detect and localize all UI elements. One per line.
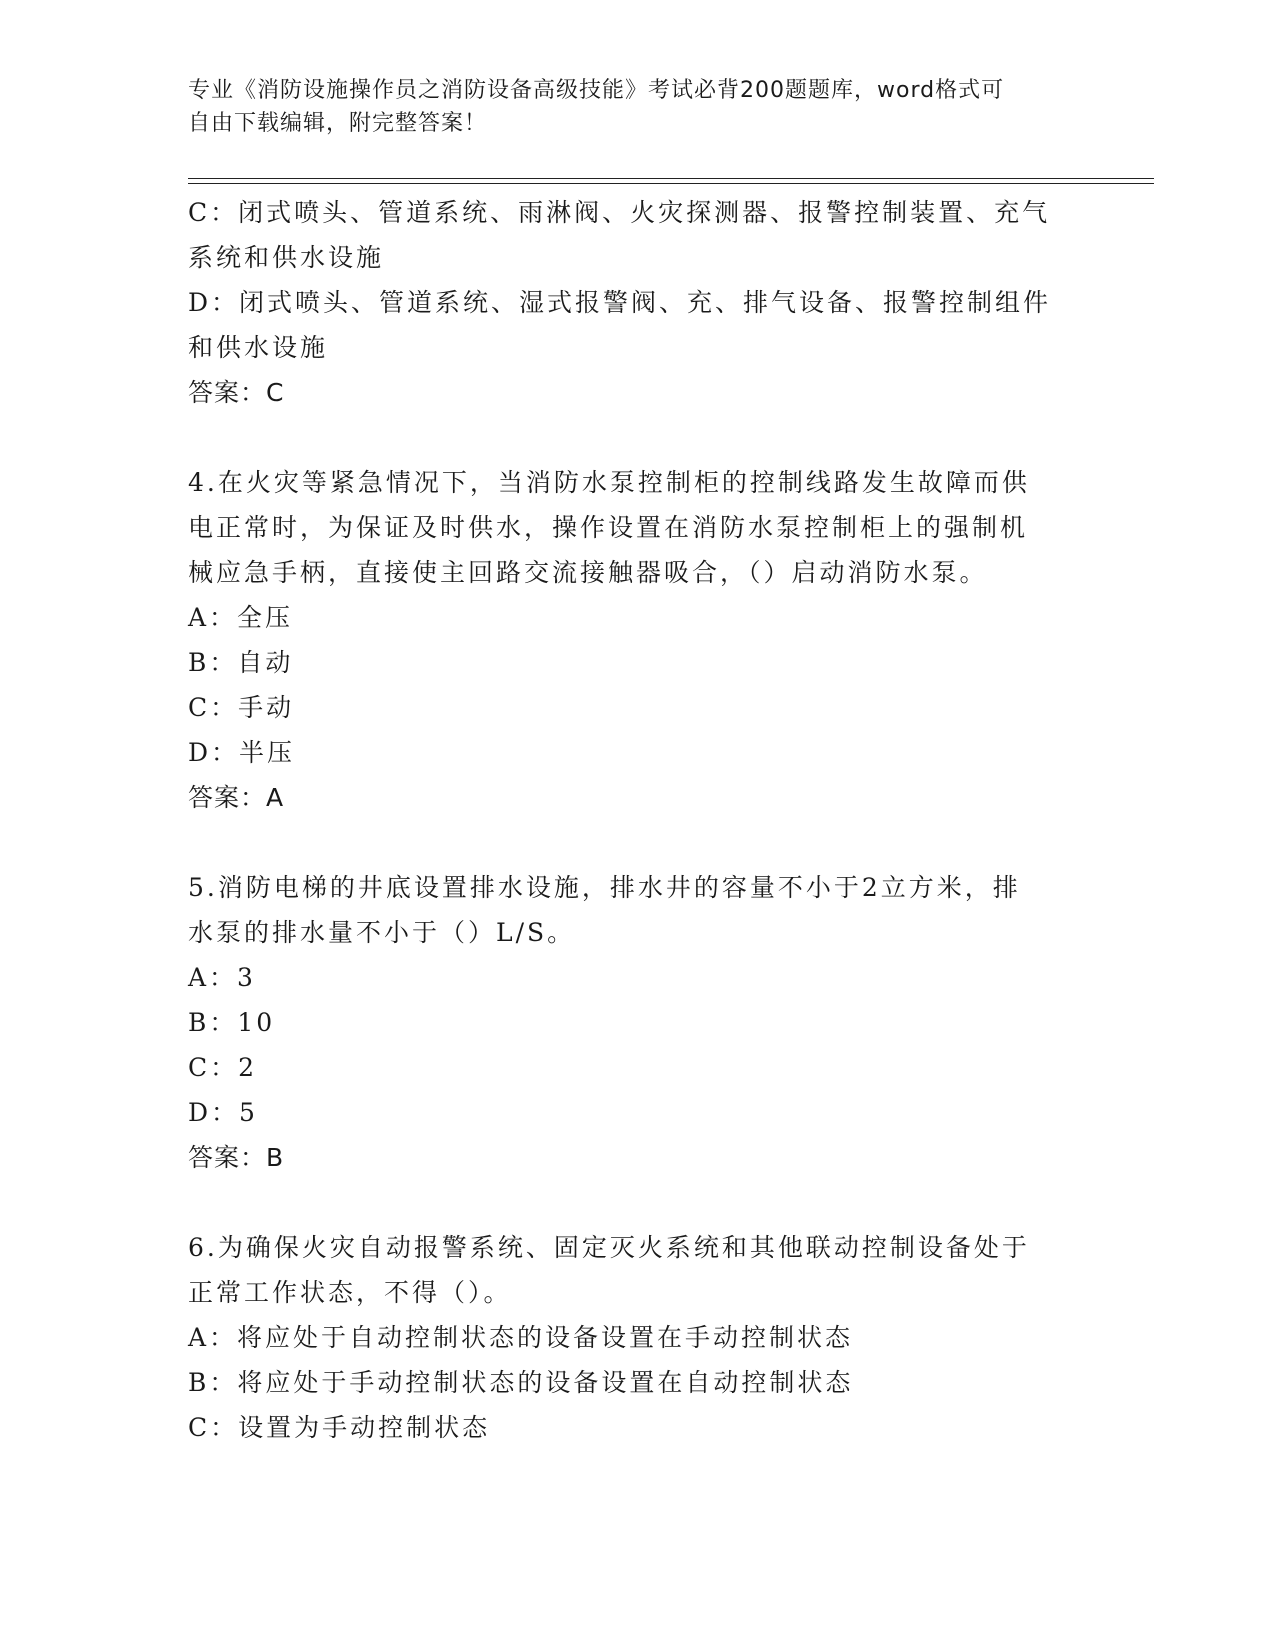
spacer xyxy=(188,1180,1088,1225)
q3-option-d-line-2: 和供水设施 xyxy=(188,333,329,362)
q6-option-c: C：设置为手动控制状态 xyxy=(188,1413,491,1442)
q4-option-d: D：半压 xyxy=(188,738,296,767)
q4-answer: 答案：A xyxy=(188,783,285,812)
header-title-line-2: 自由下载编辑，附完整答案！ xyxy=(188,111,488,136)
spacer xyxy=(188,820,1088,865)
q5-stem-line-2: 水泵的排水量不小于（）L/S。 xyxy=(188,918,576,947)
q5-option-c: C：2 xyxy=(188,1053,258,1082)
question-3-tail xyxy=(188,190,1088,415)
q4-option-c: C：手动 xyxy=(188,693,295,722)
q4-stem-line-2: 电正常时，为保证及时供水，操作设置在消防水泵控制柜上的强制机 xyxy=(188,513,1029,542)
q6-stem-line-2: 正常工作状态，不得（）。 xyxy=(188,1278,512,1307)
q4-option-a: A：全压 xyxy=(188,603,294,632)
q4-stem-line-3: 械应急手柄，直接使主回路交流接触器吸合，（）启动消防水泵。 xyxy=(188,558,988,587)
question-5 xyxy=(188,865,1088,1180)
q5-answer: 答案：B xyxy=(188,1143,285,1172)
q3-option-c-line-2: 系统和供水设施 xyxy=(188,243,385,272)
q6-option-b: B：将应处于手动控制状态的设备设置在自动控制状态 xyxy=(188,1368,854,1397)
document-header xyxy=(188,74,1088,140)
header-title-line-1: 专业《消防设施操作员之消防设备高级技能》考试必背200题题库，word格式可 xyxy=(188,78,1005,103)
header-divider-thin xyxy=(188,183,1154,184)
q5-option-a: A：3 xyxy=(188,963,256,992)
header-divider-thick xyxy=(188,178,1154,179)
question-6 xyxy=(188,1225,1088,1450)
question-content xyxy=(188,190,1088,1450)
question-4 xyxy=(188,460,1088,820)
q5-option-b: B：10 xyxy=(188,1008,276,1037)
q6-option-a: A：将应处于自动控制状态的设备设置在手动控制状态 xyxy=(188,1323,854,1352)
q6-stem-line-1: 6.为确保火灾自动报警系统、固定灭火系统和其他联动控制设备处于 xyxy=(188,1233,1030,1262)
q3-answer: 答案：C xyxy=(188,378,285,407)
q3-option-d-line-1: D：闭式喷头、管道系统、湿式报警阀、充、排气设备、报警控制组件 xyxy=(188,288,1052,317)
spacer xyxy=(188,415,1088,460)
q4-stem-line-1: 4.在火灾等紧急情况下，当消防水泵控制柜的控制线路发生故障而供 xyxy=(188,468,1030,497)
q5-stem-line-1: 5.消防电梯的井底设置排水设施，排水井的容量不小于2立方米，排 xyxy=(188,873,1021,902)
q4-option-b: B：自动 xyxy=(188,648,294,677)
q3-option-c-line-1: C：闭式喷头、管道系统、雨淋阀、火灾探测器、报警控制装置、充气 xyxy=(188,198,1051,227)
q5-option-d: D：5 xyxy=(188,1098,258,1127)
